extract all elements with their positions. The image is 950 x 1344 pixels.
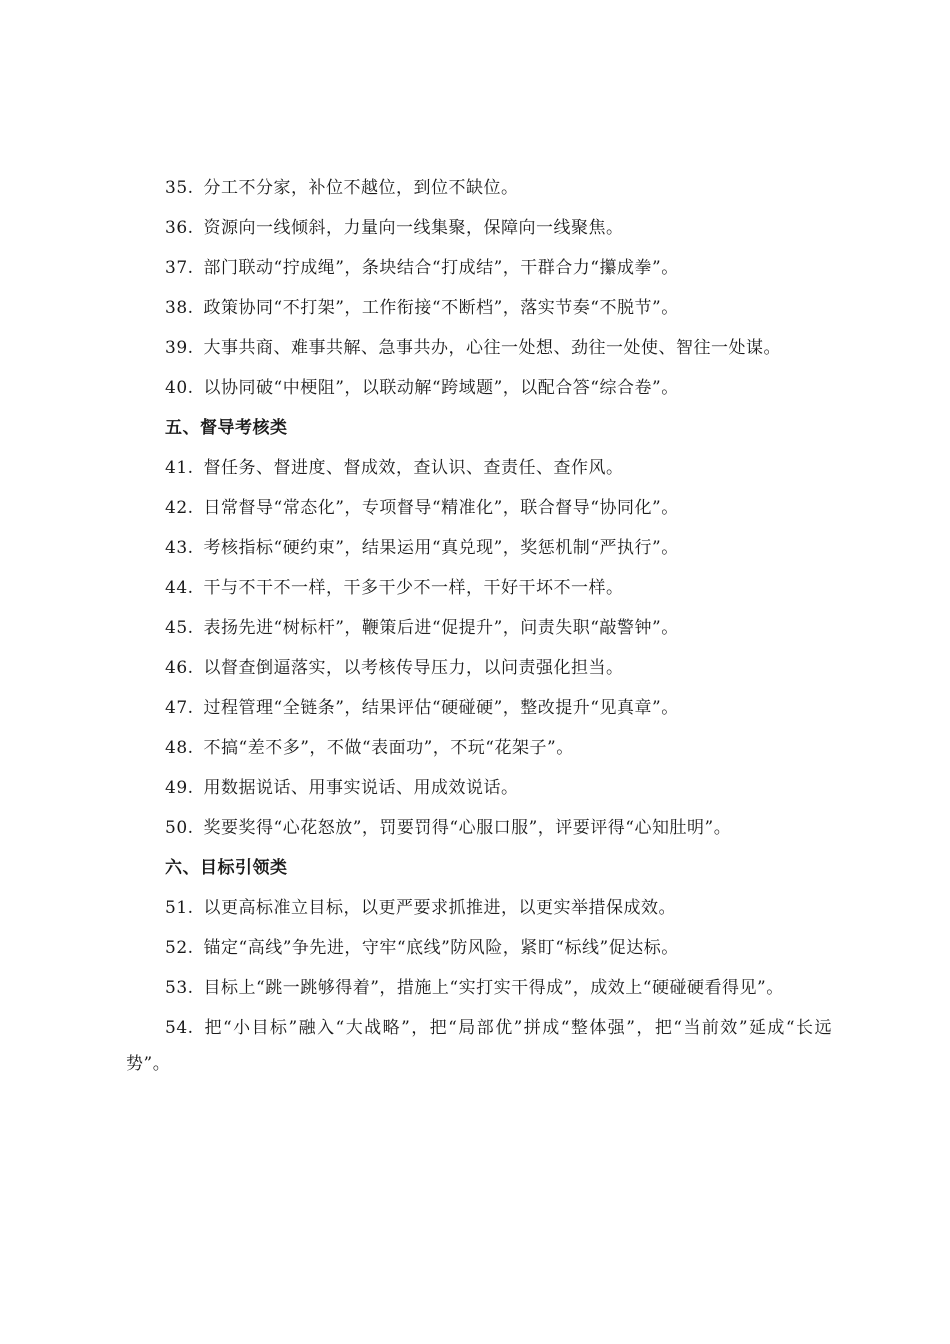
list-item: [126, 610, 832, 646]
item-number: 44.: [165, 578, 194, 598]
item-number: 45.: [165, 618, 194, 638]
item-text: 部门联动“拧成绳”，条块结合“打成结”，干群合力“攥成拳”。: [203, 258, 679, 278]
list-item: [126, 330, 832, 366]
item-number: 37.: [165, 258, 194, 278]
item-number: 47.: [165, 698, 194, 718]
list-item: [126, 250, 832, 286]
section-heading: 六、目标引领类: [165, 858, 288, 878]
item-text: 锚定“高线”争先进，守牢“底线”防风险，紧盯“标线”促达标。: [203, 938, 679, 958]
item-text: 目标上“跳一跳够得着”，措施上“实打实干得成”，成效上“硬碰硬看得见”。: [203, 978, 784, 998]
list-item: [126, 770, 832, 806]
item-text: 考核指标“硬约束”，结果运用“真兑现”，奖惩机制“严执行”。: [203, 538, 679, 558]
item-text: 督任务、督进度、督成效，查认识、查责任、查作风。: [203, 458, 624, 478]
item-number: 39.: [165, 338, 194, 358]
item-number: 36.: [165, 218, 194, 238]
item-text: 资源向一线倾斜，力量向一线集聚，保障向一线聚焦。: [203, 218, 624, 238]
item-text: 干与不干不一样，干多干少不一样，干好干坏不一样。: [203, 578, 624, 598]
list-item: [126, 170, 832, 206]
item-number: 41.: [165, 458, 194, 478]
list-item: [126, 450, 832, 486]
item-number: 51.: [165, 898, 194, 918]
item-number: 40.: [165, 378, 194, 398]
item-number: 53.: [165, 978, 194, 998]
list-item: [126, 490, 832, 526]
item-text: 奖要奖得“心花怒放”，罚要罚得“心服口服”，评要评得“心知肚明”。: [203, 818, 732, 838]
item-text: 表扬先进“树标杆”，鞭策后进“促提升”，问责失职“敲警钟”。: [203, 618, 679, 638]
item-text: 日常督导“常态化”，专项督导“精准化”，联合督导“协同化”。: [203, 498, 679, 518]
item-number: 43.: [165, 538, 194, 558]
list-item: [126, 690, 832, 726]
item-number: 46.: [165, 658, 194, 678]
item-text: 不搞“差不多”，不做“表面功”，不玩“花架子”。: [203, 738, 574, 758]
list-item: [126, 290, 832, 326]
item-text: 以更高标准立目标，以更严要求抓推进，以更实举措保成效。: [203, 898, 677, 918]
item-text: 用数据说话、用事实说话、用成效说话。: [203, 778, 519, 798]
item-number: 38.: [165, 298, 194, 318]
item-number: 54.: [165, 1018, 194, 1038]
item-number: 50.: [165, 818, 194, 838]
list-item: [126, 890, 832, 926]
item-text: 以督查倒逼落实，以考核传导压力，以问责强化担当。: [203, 658, 624, 678]
item-text: 分工不分家，补位不越位，到位不缺位。: [203, 178, 519, 198]
list-item: [126, 570, 832, 606]
section-heading: 五、督导考核类: [165, 418, 288, 438]
item-number: 48.: [165, 738, 194, 758]
list-item: [126, 650, 832, 686]
item-number: 52.: [165, 938, 194, 958]
document-page: [126, 170, 832, 1086]
item-text: 把“小目标”融入“大战略”，把“局部优”拼成“整体强”，把“当前效”延成“长远势”。: [126, 1018, 832, 1074]
item-number: 35.: [165, 178, 194, 198]
list-item: [126, 970, 832, 1006]
list-item: [126, 210, 832, 246]
list-item: [126, 1010, 832, 1082]
item-text: 过程管理“全链条”，结果评估“硬碰硬”，整改提升“见真章”。: [203, 698, 679, 718]
item-text: 政策协同“不打架”，工作衔接“不断档”，落实节奏“不脱节”。: [203, 298, 679, 318]
item-text: 以协同破“中梗阻”，以联动解“跨域题”，以配合答“综合卷”。: [203, 378, 679, 398]
list-item: [126, 530, 832, 566]
list-item: [126, 370, 832, 406]
item-number: 42.: [165, 498, 194, 518]
list-item: [126, 930, 832, 966]
list-item: [126, 810, 832, 846]
list-item: [126, 730, 832, 766]
item-text: 大事共商、难事共解、急事共办，心往一处想、劲往一处使、智往一处谋。: [203, 338, 782, 358]
item-number: 49.: [165, 778, 194, 798]
